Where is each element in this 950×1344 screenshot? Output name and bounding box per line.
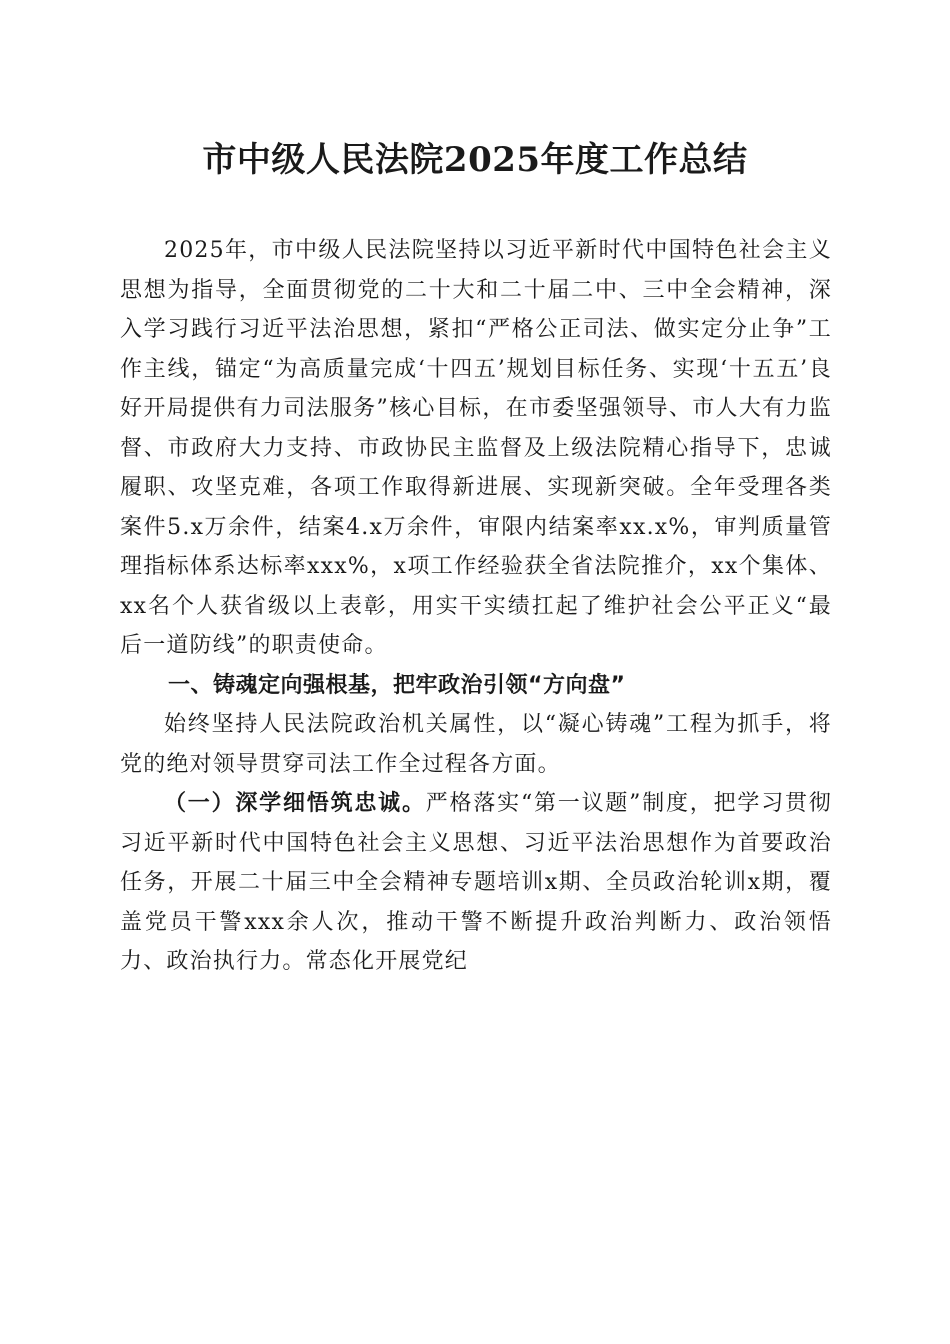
section-heading: 一、铸魂定向强根基，把牢政治引领“方向盘” bbox=[168, 672, 626, 698]
item-text: 严格落实“第一议题”制度，把学习贯彻习近平新时代中国特色社会主义思想、习近平法治思想作为首要政治任务，开展二十届三中全会精神专题培训x期、全员政治轮训x期，覆盖党员干警xxx余人次，推动干警不断提升政治判断力、政治领悟力、政治执行力。常态化开展党纪 bbox=[120, 791, 832, 974]
item-heading: （一）深学细悟筑忠诚。 bbox=[164, 791, 426, 816]
intro-paragraph: 2025年，市中级人民法院坚持以习近平新时代中国特色社会主义思想为指导，全面贯彻党的二十大和二十届二中、三中全会精神，深入学习践行习近平法治思想，紧扣“严格公正司法、做实定分止争”工作主线，锚定“为高质量完成‘十四五’规划目标任务、实现‘十五五’良好开局提供有力司法服务”核心目标，在市委坚强领导、市人大有力监督、市政府大力支持、市政协民主监督及上级法院精心指导下，忠诚履职、攻坚克难，各项工作取得新进展、实现新突破。全年受理各类案件5.x万余件，结案4.x万余件，审限内结案率xx.x%，审判质量管理指标体系达标率xxx%，x项工作经验获全省法院推介，xx个集体、xx名个人获省级以上表彰，用实干实绩扛起了维护社会公平正义“最后一道防线”的职责使命。 bbox=[120, 238, 832, 658]
item-paragraph bbox=[120, 784, 832, 982]
document-title: 市中级人民法院2025年度工作总结 bbox=[202, 140, 748, 180]
document-body bbox=[120, 231, 832, 982]
section-intro-paragraph: 始终坚持人民法院政治机关属性，以“凝心铸魂”工程为抓手，将党的绝对领导贯穿司法工作全过程各方面。 bbox=[120, 712, 832, 777]
